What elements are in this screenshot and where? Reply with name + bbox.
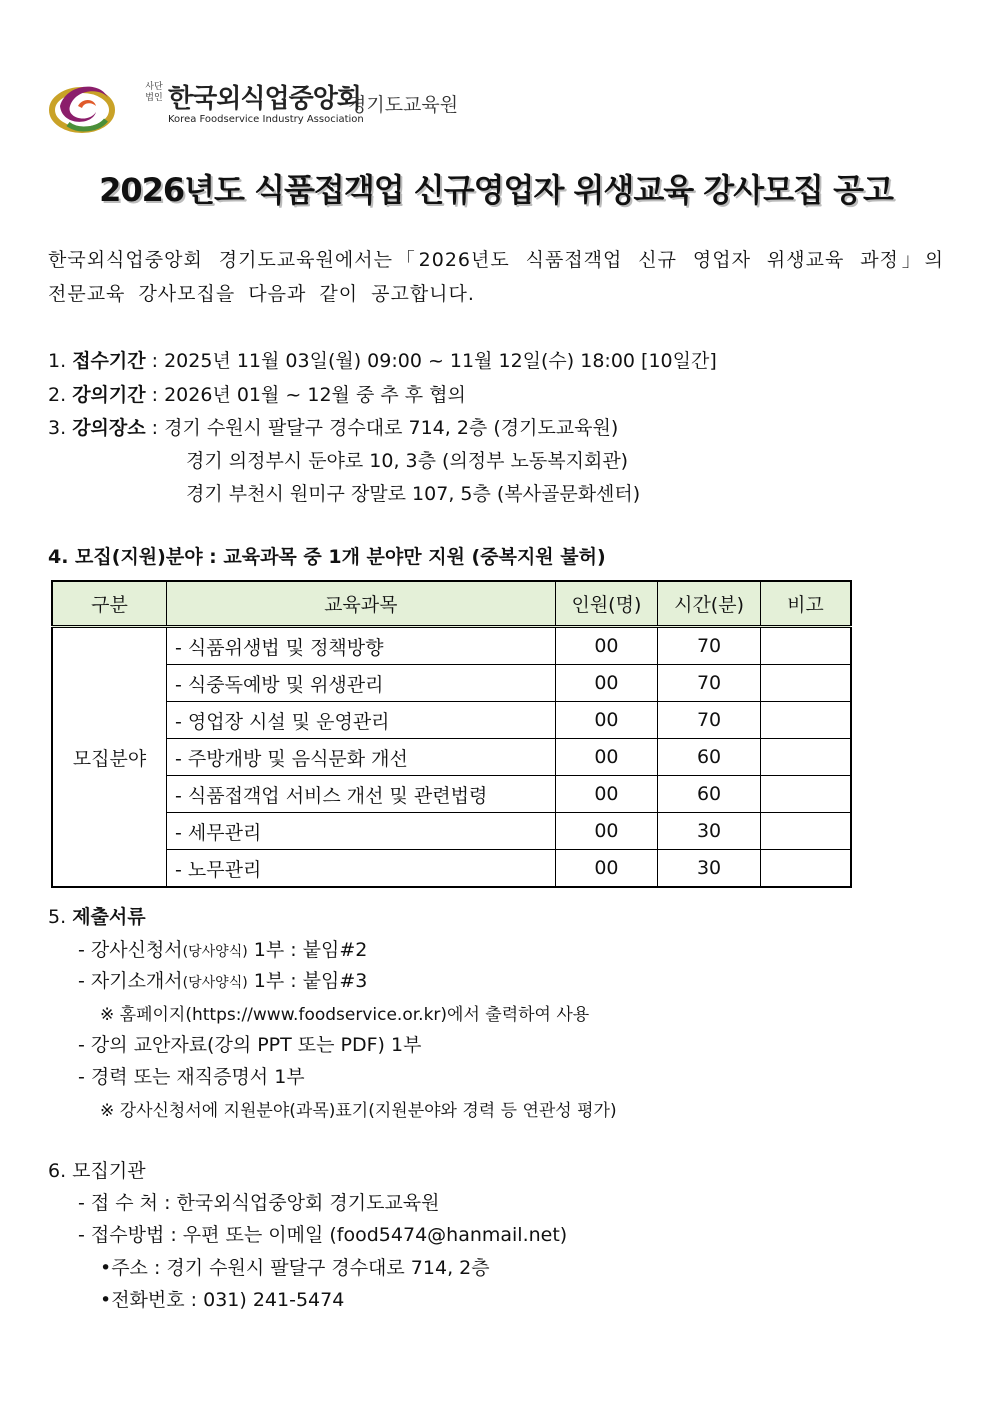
branch-name: 경기도교육원 — [348, 94, 459, 116]
people-cell: 00 — [555, 850, 658, 888]
item-number: 3. — [48, 417, 67, 439]
header-people: 인원(명) — [555, 581, 658, 627]
header-note: 비고 — [760, 581, 851, 627]
item-lecture-period — [48, 380, 466, 407]
note-cell — [760, 739, 851, 776]
people-cell: 00 — [555, 776, 658, 813]
table-row — [52, 813, 851, 850]
people-cell: 00 — [555, 813, 658, 850]
people-cell: 00 — [555, 739, 658, 776]
subject-cell: - 식중독예방 및 위생관리 — [166, 665, 555, 702]
item-label: 강의장소 — [72, 417, 146, 439]
minutes-cell: 60 — [658, 739, 761, 776]
table-row — [52, 776, 851, 813]
item-value: : 경기 수원시 팔달구 경수대로 714, 2층 (경기도교육원) — [151, 417, 619, 439]
venue-line-2: 경기 의정부시 둔야로 10, 3층 (의정부 노동복지회관) — [186, 450, 629, 472]
minutes-cell: 70 — [658, 702, 761, 739]
note-cell — [760, 627, 851, 665]
org-method: - 접수방법 : 우편 또는 이메일 (food5474@hanmail.net) — [78, 1224, 568, 1246]
minutes-cell: 60 — [658, 776, 761, 813]
note-cell — [760, 702, 851, 739]
doc-item-self-intro — [78, 966, 367, 993]
doc-item-career-cert: - 경력 또는 재직증명서 1부 — [78, 1066, 305, 1088]
subject-cell: - 세무관리 — [166, 813, 555, 850]
subject-cell: - 노무관리 — [166, 850, 555, 888]
org-type-label: 사단 법인 — [145, 82, 163, 103]
doc-item-rest: 1부 : 붙임#2 — [247, 939, 368, 961]
item-number: 1. — [48, 350, 67, 372]
doc-note-homepage: ※ 홈페이지(https://www.foodservice.or.kr)에서 출력하여 사용 — [100, 1005, 590, 1025]
table-row — [52, 702, 851, 739]
doc-note-field: ※ 강사신청서에 지원분야(과목)표기(지원분야와 경력 등 연관성 평가) — [100, 1101, 617, 1121]
header-subject: 교육과목 — [166, 581, 555, 627]
docs-heading — [48, 902, 146, 929]
people-cell: 00 — [555, 702, 658, 739]
org-receiver: - 접 수 처 : 한국외식업중앙회 경기도교육원 — [78, 1192, 440, 1214]
item-recruit-field: 4. 모집(지원)분야 : 교육과목 중 1개 분야만 지원 (중복지원 불허) — [48, 546, 606, 568]
item-number: 2. — [48, 384, 67, 406]
item-application-period — [48, 346, 717, 373]
note-cell — [760, 665, 851, 702]
minutes-cell: 30 — [658, 813, 761, 850]
page-title: 2026년도 식품접객업 신규영업자 위생교육 강사모집 공고 — [99, 171, 893, 209]
org-name: 한국외식업중앙회 — [168, 84, 361, 114]
subject-cell: - 주방개방 및 음식문화 개선 — [166, 739, 555, 776]
minutes-cell: 70 — [658, 665, 761, 702]
org-emblem-icon — [48, 76, 118, 134]
subjects-table — [51, 580, 852, 888]
doc-item-lecture-material: - 강의 교안자료(강의 PPT 또는 PDF) 1부 — [78, 1034, 422, 1056]
note-cell — [760, 776, 851, 813]
minutes-cell: 30 — [658, 850, 761, 888]
table-row — [52, 627, 851, 665]
org-address: •주소 : 경기 수원시 팔달구 경수대로 714, 2층 — [100, 1257, 490, 1279]
item-lecture-venue — [48, 413, 618, 440]
header-category: 구분 — [52, 581, 166, 627]
table-row — [52, 850, 851, 888]
org-phone: •전화번호 : 031) 241-5474 — [100, 1289, 345, 1311]
org-english-name: Korea Foodservice Industry Association — [168, 114, 364, 125]
doc-item-application — [78, 935, 367, 962]
item-value: : 2026년 01월 ~ 12월 중 추 후 협의 — [151, 384, 466, 406]
table-header-row — [52, 581, 851, 627]
doc-item-text: - 자기소개서 — [78, 970, 183, 992]
subject-cell: - 식품접객업 서비스 개선 및 관련법령 — [166, 776, 555, 813]
category-cell: 모집분야 — [52, 627, 166, 888]
table-row — [52, 665, 851, 702]
item-label: 강의기간 — [72, 384, 146, 406]
item-value: : 2025년 11월 03일(월) 09:00 ~ 11월 12일(수) 18:00 [10일간] — [151, 350, 717, 372]
item-label: 접수기간 — [72, 350, 146, 372]
docs-heading-label: 제출서류 — [72, 906, 146, 928]
org-logo — [48, 72, 468, 136]
note-cell — [760, 850, 851, 888]
table-row — [52, 739, 851, 776]
doc-item-text: - 강사신청서 — [78, 939, 183, 961]
people-cell: 00 — [555, 665, 658, 702]
docs-heading-number: 5. — [48, 906, 67, 928]
doc-item-form-note: (당사양식) — [182, 944, 248, 960]
minutes-cell: 70 — [658, 627, 761, 665]
subject-cell: - 식품위생법 및 정책방향 — [166, 627, 555, 665]
org-heading: 6. 모집기관 — [48, 1160, 146, 1182]
subject-cell: - 영업장 시설 및 운영관리 — [166, 702, 555, 739]
doc-item-form-note: (당사양식) — [182, 975, 248, 991]
doc-item-rest: 1부 : 붙임#3 — [247, 970, 368, 992]
people-cell: 00 — [555, 627, 658, 665]
venue-line-3: 경기 부천시 원미구 장말로 107, 5층 (복사골문화센터) — [186, 483, 641, 505]
note-cell — [760, 813, 851, 850]
header-minutes: 시간(분) — [658, 581, 761, 627]
intro-paragraph: 한국외식업중앙회 경기도교육원에서는「2026년도 식품접객업 신규 영업자 위생교육 과정」의 전문교육 강사모집을 다음과 같이 공고합니다. — [48, 249, 944, 305]
